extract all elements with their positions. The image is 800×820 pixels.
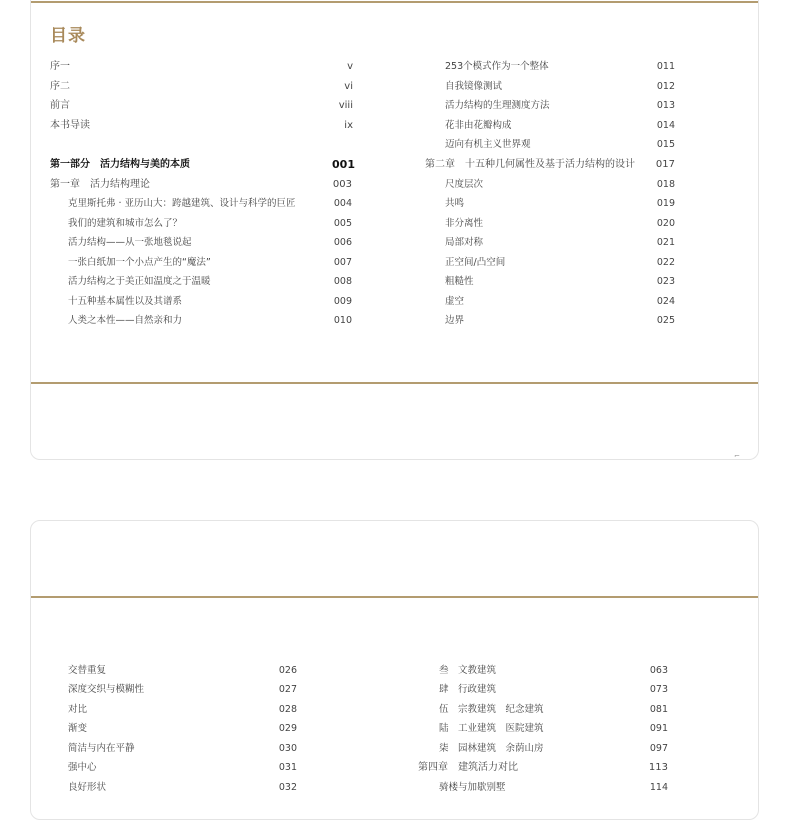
page-title: 目录	[50, 26, 86, 46]
top-rule	[31, 1, 758, 3]
toc-page-2: 交替重复 026 深度交织与模糊性 027 对比 028 渐变 029 简洁与内在平静 030 强中心 031 良好形状 032 叁 文教建筑 063 肆 行政建筑 073 伍 宗教建筑 纪念建筑 081 陆 工业建筑 医院建筑 091 柒 园林建筑 余荫山房 097 第四章 建筑活力对比 113 骑楼与加歇别墅 114	[30, 520, 759, 820]
top-rule	[31, 596, 758, 598]
corner-mark: ⌐	[734, 452, 740, 460]
toc-page-1: 目录 序一 v 序二 vi 前言 viii 本书导读 ix 第一部分 活力结构与美的本质 001 第一章 活力结构理论 003 克里斯托弗 · 亚历山大：跨越建筑、设计与科学的巨匠 004 我们的建筑和城市怎么了？ 005 活力结构——从一张地毯说起 006 一张白纸加一个小点产生的“魔法” 007 活力结构之于美正如温度之于温暖 008 十五种基本属性以及其谱系 009 人类之本性——自然亲和力 010 253个模式作为一个整体 011 自我镜像测试 012 活力结构的生理测度方法 013 花非由花瓣构成 014 迈向有机主义世界观 015 第二章 十五种几何属性及基于活力结构的设计 017 尺度层次 018 共鸣 019 非分离性 020 局部对称 021 正空间/凸空间 022 粗糙性 023 虚空 024 边界 025	[30, 0, 759, 460]
bottom-rule	[31, 382, 758, 384]
